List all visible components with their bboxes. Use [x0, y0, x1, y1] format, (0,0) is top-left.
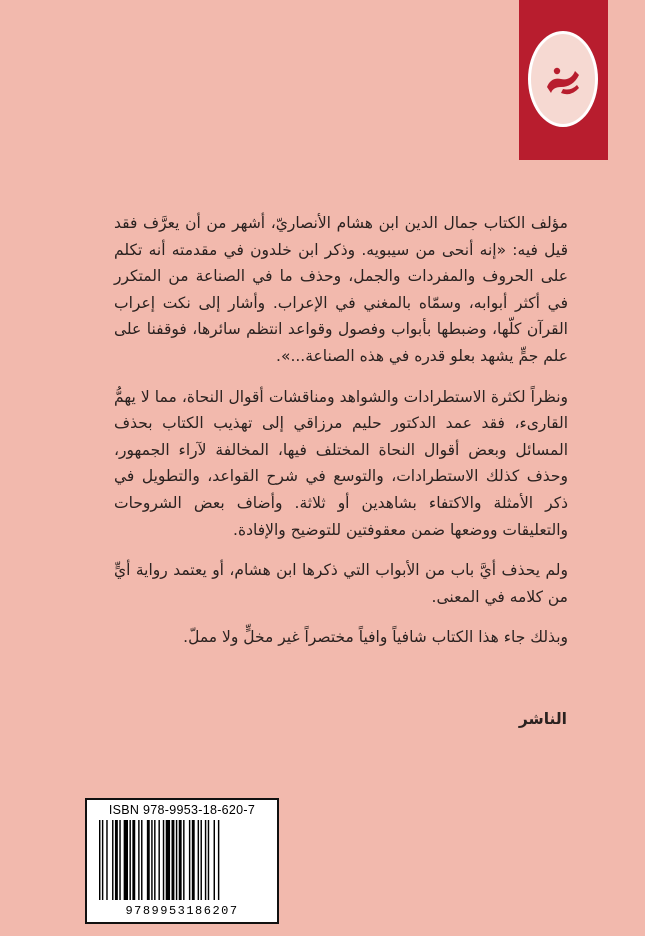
barcode-bar [124, 820, 128, 900]
barcode-bar [205, 820, 206, 900]
barcode-bar [119, 820, 120, 900]
description-text [114, 210, 568, 665]
barcode-bar [166, 820, 170, 900]
barcode-bar [214, 820, 215, 900]
barcode-bar [106, 820, 107, 900]
barcode-bar [176, 820, 177, 900]
publisher-badge [519, 0, 608, 160]
barcode-bar [151, 820, 152, 900]
barcode-bar [179, 820, 182, 900]
barcode-bar [129, 820, 130, 900]
barcode-bar [141, 820, 142, 900]
barcode-bar [158, 820, 159, 900]
paragraph-1: مؤلف الكتاب جمال الدين ابن هشام الأنصاريّ، أشهر من أن يعرَّف فقد قيل فيه: «إنه أنحى من سيبويه. وذكر ابن خلدون في مقدمته أنه تكلم على الحروف والمفردات والجمل، وحذف ما في الصناعة من المتكرر في أكثر أبوابه، وسمّاه بالمغني في الإعراب. وأشار إلى نكت إعراب القرآن كلّها، وضبطها بأبواب وفصول وقواعد انتظم سائرها، فوقفنا على علم جمٍّ يشهد بعلو قدره في هذه الصناعة...». [114, 214, 568, 365]
publisher-logo-icon [541, 57, 585, 101]
paragraph-3: ولم يحذف أيَّ باب من الأبواب التي ذكرها ابن هشام، أو يعتمد رواية أيٍّ من كلامه في المعنى. [114, 561, 568, 606]
barcode-digits: 9789953186207 [125, 904, 239, 918]
barcode-bar [183, 820, 184, 900]
barcode-bar [138, 820, 139, 900]
barcode-bar [115, 820, 118, 900]
barcode-bar [147, 820, 150, 900]
isbn-label: ISBN 978-9953-18-620-7 [108, 803, 256, 817]
barcode-bar [172, 820, 175, 900]
barcode-bar [154, 820, 155, 900]
paragraph-2: ونظراً لكثرة الاستطرادات والشواهد ومناقشات أقوال النحاة، مما لا يهمُّ القارىء، فقد عمد الدكتور حليم مرزاقي إلى تهذيب الكتاب بحذف المسائل وبعض أقوال النحاة المختلف فيها، المخالفة لآراء الجمهور، وحذف كذلك الاستطرادات، والتوسع في شرح القواعد، والتطويل في ذكر الأمثلة والاكتفاء بشاهدين أو ثلاثة. وأضاف بعض الشروحات والتعليقات ووضعها ضمن معقوفتين للتوضيح والإفادة. [114, 387, 568, 539]
barcode-bar [201, 820, 202, 900]
barcode-bar [189, 820, 190, 900]
barcode-bar [208, 820, 209, 900]
barcode-bar [112, 820, 113, 900]
barcode-bar [102, 820, 103, 900]
barcode-bar [163, 820, 164, 900]
barcode-icon [99, 820, 265, 900]
paragraph-4: وبذلك جاء هذا الكتاب شافياً وافياً مختصراً غير مخلٍّ ولا مملّ. [183, 628, 568, 647]
barcode-bar [99, 820, 100, 900]
barcode-bar [218, 820, 219, 900]
barcode-bar [198, 820, 199, 900]
barcode-bar [192, 820, 195, 900]
publisher-logo-oval [528, 31, 598, 127]
publisher-signature: الناشر [518, 710, 567, 728]
barcode-bar [132, 820, 135, 900]
barcode-box [85, 798, 279, 924]
